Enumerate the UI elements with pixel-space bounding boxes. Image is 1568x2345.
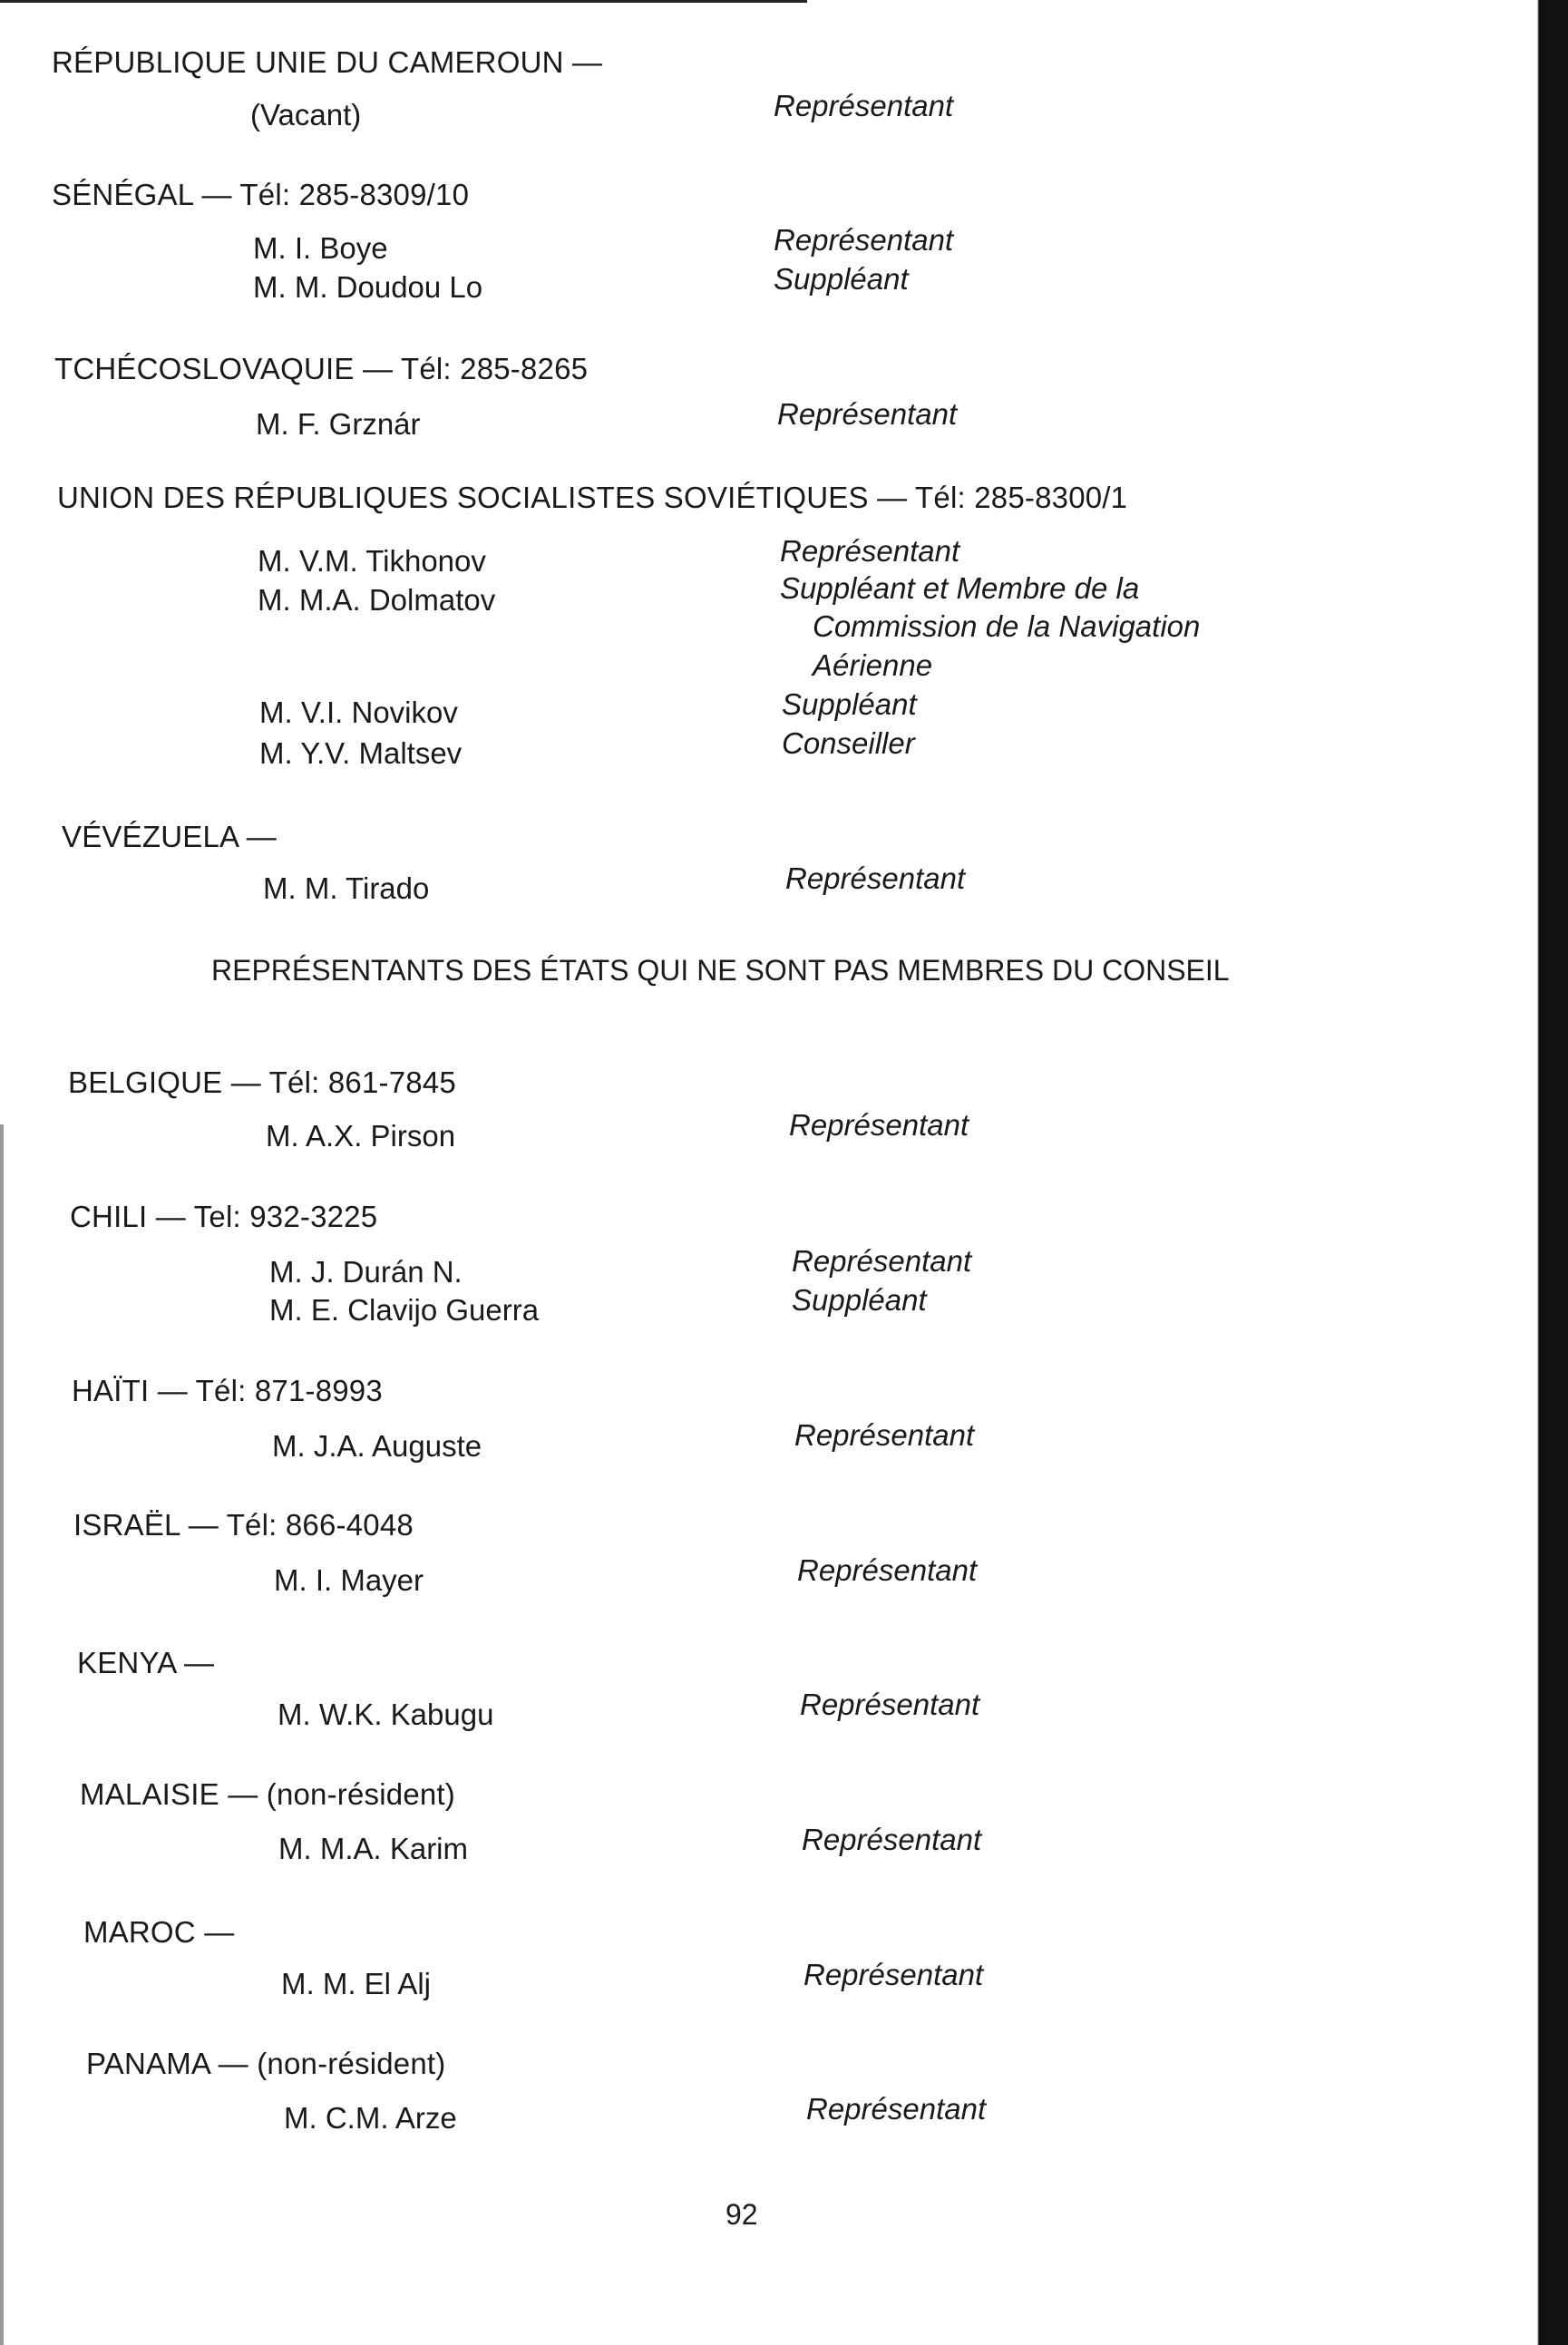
member-role: Représentant [806, 2092, 987, 2126]
section-title: REPRÉSENTANTS DES ÉTATS QUI NE SONT PAS MEMBRES DU CONSEIL [211, 954, 1230, 987]
member-role: Représentant [800, 1688, 980, 1721]
country-heading: HAÏTI — Tél: 871-8993 [72, 1374, 383, 1407]
country-heading: BELGIQUE — Tél: 861-7845 [68, 1065, 456, 1099]
member-role: Représentant [774, 223, 954, 257]
page-number: 92 [726, 2198, 758, 2231]
top-rule [0, 0, 807, 3]
member-role-continued: Commission de la Navigation [813, 609, 1201, 643]
member-role: Représentant [780, 534, 960, 568]
country-heading: CHILI — Tel: 932-3225 [70, 1200, 378, 1233]
country-heading: PANAMA — (non-résident) [86, 2047, 446, 2080]
member-role: Suppléant [782, 687, 917, 721]
member-role: Représentant [792, 1244, 972, 1278]
country-heading: SÉNÉGAL — Tél: 285-8309/10 [52, 178, 470, 211]
member-role-continued: Aérienne [813, 648, 933, 682]
country-heading: MAROC — [83, 1915, 235, 1949]
member-name: M. M.A. Karim [278, 1832, 469, 1865]
country-heading: ISRAËL — Tél: 866-4048 [73, 1508, 414, 1542]
member-name: M. V.M. Tikhonov [258, 544, 486, 578]
member-name: M. F. Grznár [256, 407, 421, 441]
member-role: Représentant [777, 397, 958, 431]
member-role: Suppléant [792, 1283, 927, 1317]
member-name: M. W.K. Kabugu [278, 1698, 494, 1731]
member-name: M. E. Clavijo Guerra [269, 1293, 540, 1327]
page-edge-shadow [1530, 0, 1568, 2345]
member-role: Représentant [785, 861, 966, 895]
member-role: Suppléant [774, 262, 909, 296]
member-role: Représentant [803, 1958, 984, 1991]
member-name: M. C.M. Arze [284, 2101, 457, 2135]
member-role: Représentant [802, 1823, 982, 1856]
country-heading: TCHÉCOSLOVAQUIE — Tél: 285-8265 [54, 352, 589, 385]
binding-edge [0, 1124, 4, 2345]
member-name: M. M. Doudou Lo [253, 270, 483, 304]
member-role: Représentant [774, 89, 954, 122]
member-name: M. V.I. Novikov [259, 696, 458, 729]
country-heading: MALAISIE — (non-résident) [80, 1777, 455, 1811]
member-name: M. I. Mayer [274, 1563, 424, 1597]
member-role: Suppléant et Membre de la [780, 571, 1140, 605]
country-heading: VÉVÉZUELA — [62, 820, 277, 853]
member-role: Conseiller [782, 726, 915, 760]
member-role: Représentant [789, 1108, 969, 1142]
member-name: M. M. Tirado [263, 871, 430, 905]
member-name: M. A.X. Pirson [266, 1119, 456, 1153]
member-name: M. M.A. Dolmatov [258, 583, 496, 617]
member-role: Représentant [797, 1553, 978, 1587]
member-name: M. J.A. Auguste [272, 1429, 482, 1463]
member-name: (Vacant) [250, 98, 362, 131]
member-role: Représentant [794, 1418, 975, 1452]
country-heading: RÉPUBLIQUE UNIE DU CAMEROUN — [52, 45, 603, 79]
country-heading: KENYA — [77, 1646, 215, 1679]
member-name: M. Y.V. Maltsev [259, 736, 463, 770]
member-name: M. J. Durán N. [269, 1255, 463, 1289]
country-heading: UNION DES RÉPUBLIQUES SOCIALISTES SOVIÉTIQUES — Tél: 285-8300/1 [57, 481, 1128, 514]
member-name: M. I. Boye [253, 231, 388, 265]
member-name: M. M. El Alj [281, 1967, 432, 2000]
